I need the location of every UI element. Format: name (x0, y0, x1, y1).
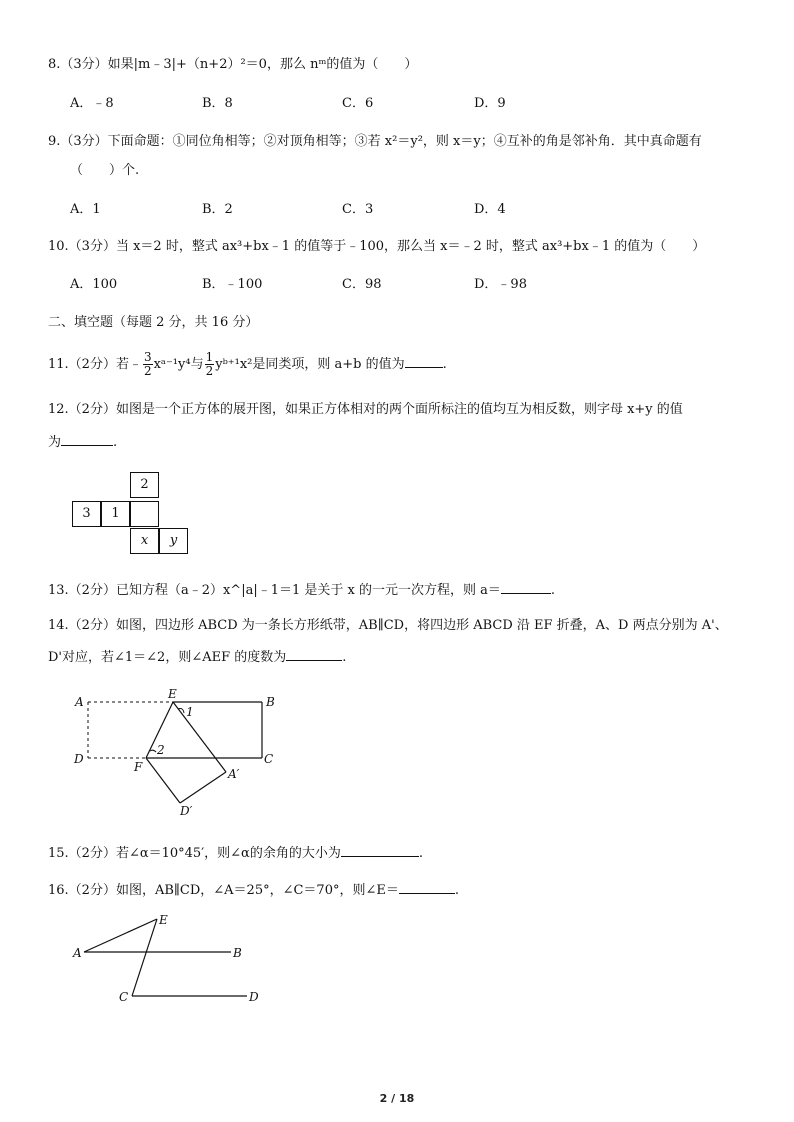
q10-option-b: B．﹣100 (202, 277, 263, 292)
q12-line1: 12.（2分）如图是一个正方体的展开图，如果正方体相对的两个面所标注的值均互为相反数，则字母 x+y 的值 (48, 402, 683, 417)
q16-answer-blank[interactable] (399, 879, 455, 894)
q12-line2-text: 为 (48, 435, 62, 450)
q8-option-c: C．6 (342, 96, 374, 111)
q15-text (48, 842, 423, 863)
q10-option-a: A．100 (70, 277, 118, 292)
cube-face-2: 2 (130, 472, 159, 498)
q15-answer-blank[interactable] (341, 842, 419, 857)
q11-term-2: yᵇ⁺¹x²是同类项，则 a+b 的值为 (215, 357, 405, 372)
q9-line2: （ ）个. (70, 163, 140, 178)
label-c-16: C (119, 990, 129, 1004)
segment-a-prime-d-prime (180, 772, 226, 803)
q14-line1: 14.（2分）如图，四边形 ABCD 为一条长方形纸带，AB∥CD，将四边形 ABCD 沿 EF 折叠，A、D 两点分别为 A'、 (48, 618, 728, 633)
q11-fraction-1-num: 3 (143, 350, 152, 364)
q9-option-d: D．4 (474, 202, 506, 217)
q9-option-c: C．3 (342, 202, 374, 217)
q15-body: 15.（2分）若∠α＝10°45′，则∠α的余角的大小为 (48, 846, 341, 861)
q10-text: 10.（3分）当 x＝2 时，整式 ax³+bx﹣1 的值等于﹣100，那么当 x＝﹣2 时，整式 ax³+bx﹣1 的值为（ ） (48, 239, 706, 254)
angle-2-arc (150, 750, 156, 752)
label-d-prime: D′ (180, 804, 193, 818)
label-e: E (168, 687, 177, 701)
segment-d-prime-f (146, 758, 180, 803)
label-angle-1: 1 (186, 705, 194, 719)
segment-ea-prime (173, 702, 226, 772)
q14-line2-text: D'对应，若∠1＝∠2，则∠AEF 的度数为 (48, 650, 287, 665)
label-c: C (264, 752, 274, 766)
cube-face-1: 1 (101, 501, 130, 527)
label-e-16: E (159, 913, 168, 927)
q11-suffix: . (442, 357, 447, 372)
q11-fraction-2-num: 1 (205, 350, 214, 364)
q9-line1: 9.（3分）下面命题：①同位角相等；②对顶角相等；③若 x²＝y²，则 x＝y；④互补的角是邻补角．其中真命题有 (48, 134, 702, 149)
q13-suffix: . (550, 583, 555, 598)
segment-ec (132, 919, 157, 996)
q11-fraction-2-den: 2 (205, 364, 214, 378)
section-2-heading: 二、填空题（每题 2 分，共 16 分） (48, 315, 259, 330)
q8-option-d: D．9 (474, 96, 506, 111)
cube-face-3: 3 (72, 501, 101, 527)
q16-text (48, 879, 459, 900)
q13-body: 13.（2分）已知方程（a﹣2）x^|a|﹣1＝1 是关于 x 的一元一次方程，则 a＝ (48, 583, 501, 598)
q8-option-b: B．8 (202, 96, 233, 111)
q8-option-a: A．﹣8 (70, 96, 114, 111)
q16-suffix: . (454, 883, 459, 898)
q12-suffix: . (113, 435, 118, 450)
q11-term-1: xᵃ⁻¹y⁴与 (153, 357, 204, 372)
q11-prefix: 11.（2分）若﹣ (48, 357, 142, 372)
label-d: D (74, 752, 84, 766)
q15-suffix: . (418, 846, 423, 861)
page-number: 2 / 18 (379, 1092, 415, 1105)
q8-text: 8.（3分）如果|m﹣3|+（n+2）²＝0，那么 nᵐ的值为（ ） (48, 57, 418, 72)
label-d-16: D (249, 990, 259, 1004)
label-f: F (134, 760, 143, 774)
q9-option-b: B．2 (202, 202, 233, 217)
label-a-16: A (73, 946, 82, 960)
q10-option-d: D．﹣98 (474, 277, 527, 292)
q11-fraction-1-den: 2 (143, 364, 152, 378)
q16-body: 16.（2分）如图，AB∥CD，∠A＝25°，∠C＝70°，则∠E＝ (48, 883, 399, 898)
label-angle-2: 2 (157, 743, 165, 757)
label-b-16: B (233, 946, 242, 960)
cube-face-x: x (130, 528, 159, 554)
cube-face-y: y (159, 528, 188, 554)
label-a: A (75, 695, 84, 709)
segment-ae (84, 919, 157, 952)
q14-suffix: . (342, 650, 347, 665)
label-b: B (266, 695, 275, 709)
label-a-prime: A′ (228, 767, 240, 781)
q10-option-c: C．98 (342, 277, 382, 292)
q9-option-a: A．1 (70, 202, 101, 217)
